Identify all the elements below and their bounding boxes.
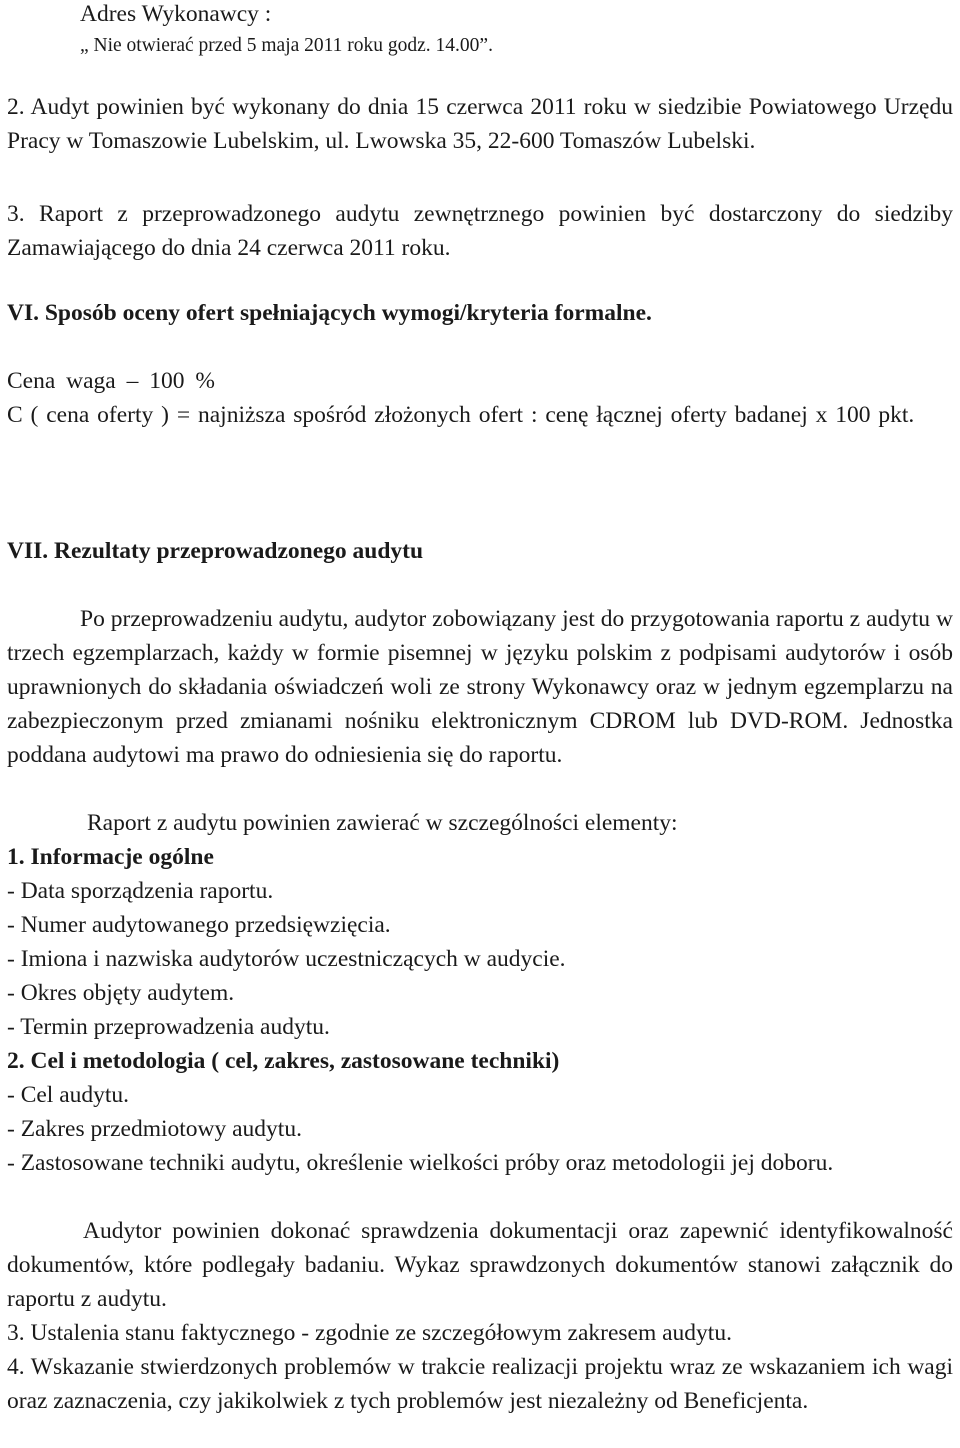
list-item: - Numer audytowanego przedsięwzięcia. [7,912,391,938]
list-item: - Termin przeprowadzenia audytu. [7,1014,330,1040]
section-vii-heading: VII. Rezultaty przeprowadzonego audytu [7,538,424,564]
list-item: - Okres objęty audytem. [7,980,235,1006]
list-item: - Imiona i nazwiska audytorów uczestniczących w audycie. [7,946,566,972]
item-2-paragraph: Audytor powinien dokonać sprawdzenia dokumentacji oraz zapewnić identyfikowalność dokumentów, które podlegały badaniu. Wykaz sprawdzonych dokumentów stanowi załącznik do raportu z audytu. [7,1218,953,1312]
item-4: 4. Wskazanie stwierdzonych problemów w trakcie realizacji projektu wraz ze wskazaniem ich wagi oraz zaznaczenia, czy jakikolwiek z tych problemów jest niezależny od Beneficjenta. [7,1354,953,1414]
item-2-heading: 2. Cel i metodologia ( cel, zakres, zastosowane techniki) [7,1048,560,1074]
point-2: 2. Audyt powinien być wykonany do dnia 15 czerwca 2011 roku w siedzibie Powiatowego Urzędu Pracy w Tomaszowie Lubelskim, ul. Lwowska 35, 22-600 Tomaszów Lubelski. [7,94,953,154]
list-item: - Zastosowane techniki audytu, określenie wielkości próby oraz metodologii jej doboru. [7,1150,834,1176]
audit-report-intro: Po przeprowadzeniu audytu, audytor zobowiązany jest do przygotowania raportu z audytu w trzech egzemplarzach, każdy w formie pisemnej w języku polskim z podpisami audytorów i osób uprawnionych do składania oświadczeń woli ze strony Wykonawcy oraz w jednym egzemplarzu na zabezpieczonym przed zmianami nośniku elektronicznym CDROM lub DVD-ROM. Jednostka poddana audytowi ma prawo do odniesienia się do raportu. [7,606,953,768]
item-1-heading: 1. Informacje ogólne [7,844,214,870]
price-formula: C ( cena oferty ) = najniższa spośród złożonych ofert : cenę łącznej oferty badanej x 100 pkt. [7,402,915,428]
item-1-list [7,874,953,1044]
item-2-list [7,1078,953,1180]
address-title: Adres Wykonawcy : [80,1,272,27]
list-item: - Cel audytu. [7,1082,130,1108]
item-3: 3. Ustalenia stanu faktycznego - zgodnie ze szczegółowym zakresem audytu. [7,1320,732,1346]
point-3: 3. Raport z przeprowadzonego audytu zewnętrznego powinien być dostarczony do siedziby Zamawiającego do dnia 24 czerwca 2011 roku. [7,201,953,261]
list-item: - Zakres przedmiotowy audytu. [7,1116,302,1142]
section-vi-heading: VI. Sposób oceny ofert spełniających wymogi/kryteria formalne. [7,300,652,326]
criterion-heading: Cena waga – 100 % [7,368,215,394]
not-open-note: „ Nie otwierać przed 5 maja 2011 roku godz. 14.00”. [80,35,493,56]
list-item: - Data sporządzenia raportu. [7,878,274,904]
report-elements-lead: Raport z audytu powinien zawierać w szczególności elementy: [87,810,678,836]
